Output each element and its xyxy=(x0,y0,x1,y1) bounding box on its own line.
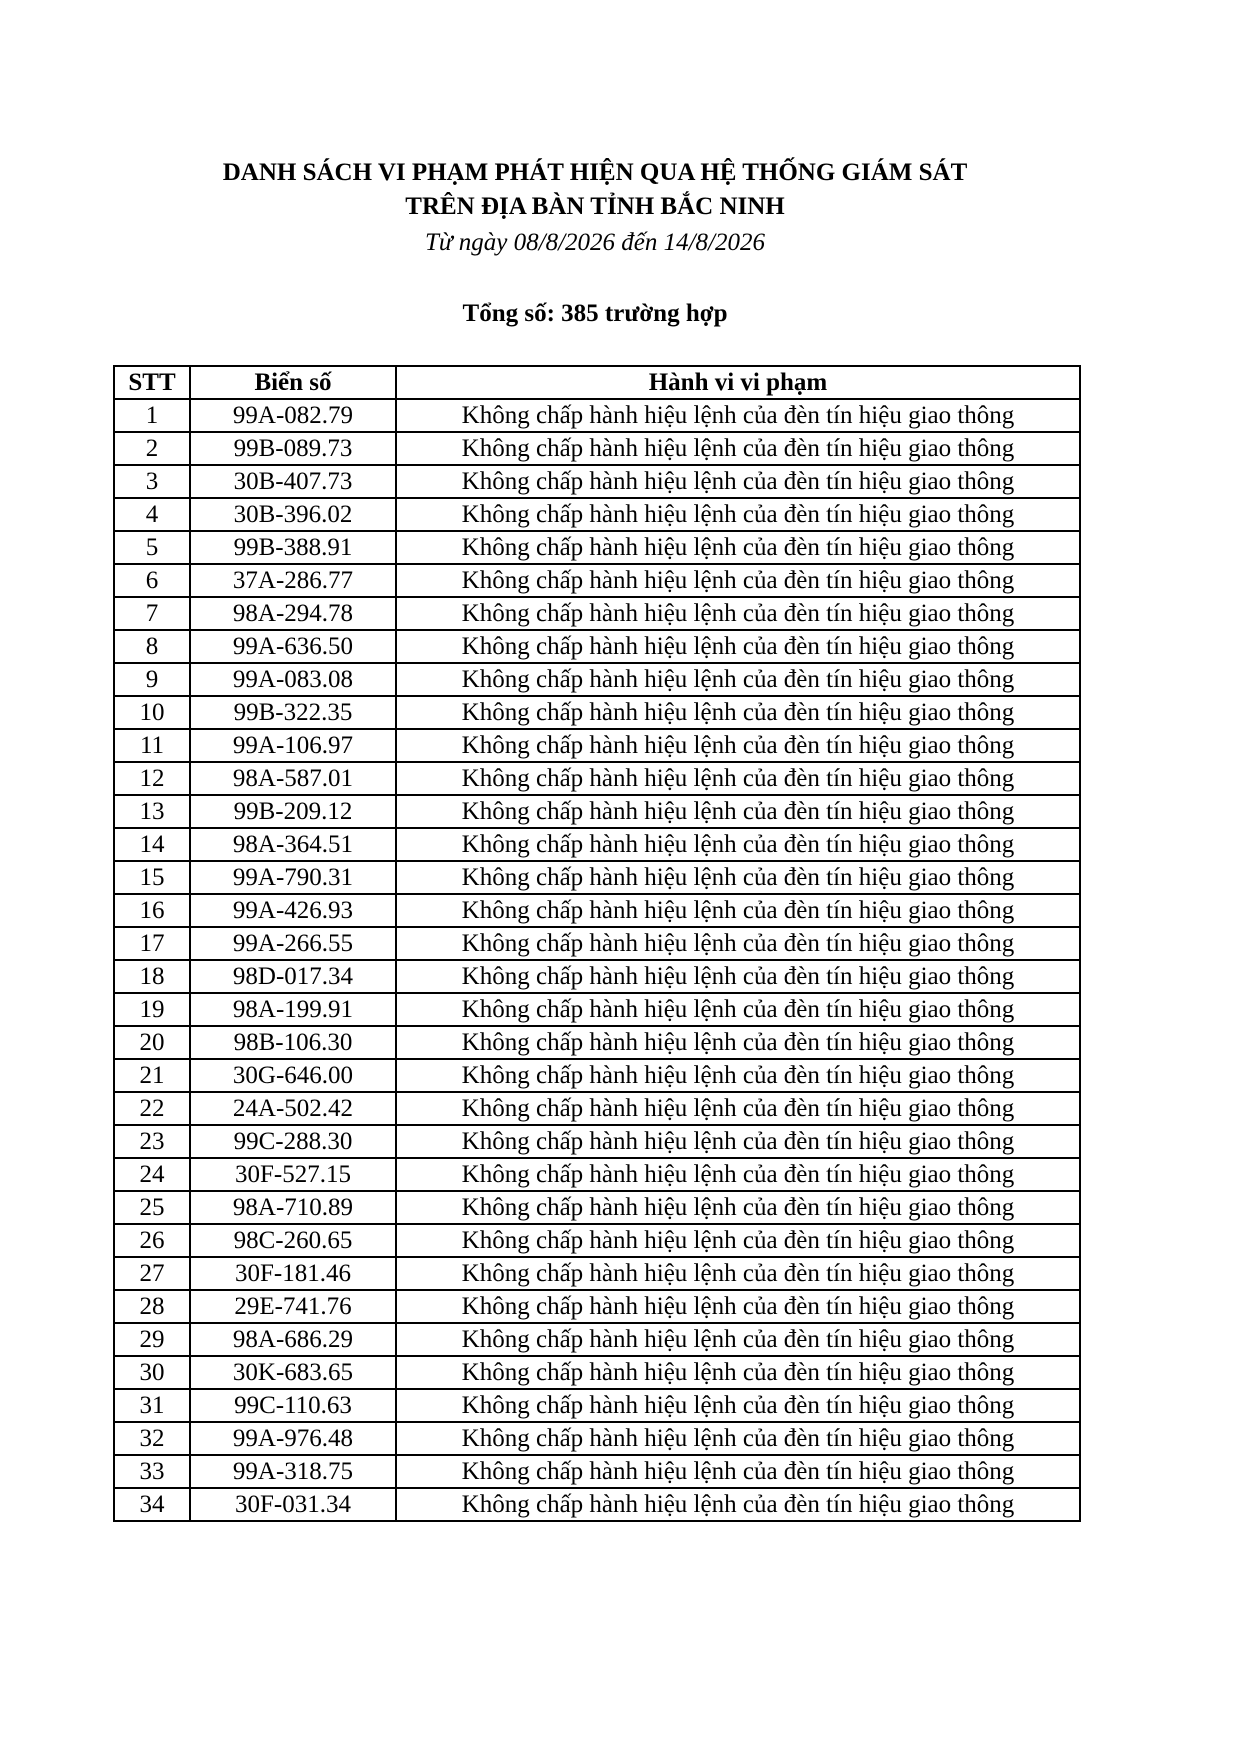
cell-violation: Không chấp hành hiệu lệnh của đèn tín hiệu giao thông xyxy=(396,630,1080,663)
cell-stt: 31 xyxy=(114,1389,190,1422)
cell-plate: 99A-426.93 xyxy=(190,894,396,927)
table-row xyxy=(114,828,1080,861)
table-row xyxy=(114,894,1080,927)
cell-plate: 98A-710.89 xyxy=(190,1191,396,1224)
cell-stt: 30 xyxy=(114,1356,190,1389)
total-count: Tổng số: 385 trường hợp xyxy=(462,300,728,327)
cell-stt: 19 xyxy=(114,993,190,1026)
document-title-line2: TRÊN ĐỊA BÀN TỈNH BẮC NINH xyxy=(405,193,785,220)
header-violation: Hành vi vi phạm xyxy=(396,366,1080,399)
cell-stt: 4 xyxy=(114,498,190,531)
table-row xyxy=(114,432,1080,465)
cell-stt: 2 xyxy=(114,432,190,465)
cell-violation: Không chấp hành hiệu lệnh của đèn tín hiệu giao thông xyxy=(396,1191,1080,1224)
header-stt: STT xyxy=(114,366,190,399)
cell-violation: Không chấp hành hiệu lệnh của đèn tín hiệu giao thông xyxy=(396,1323,1080,1356)
cell-stt: 10 xyxy=(114,696,190,729)
cell-violation: Không chấp hành hiệu lệnh của đèn tín hiệu giao thông xyxy=(396,663,1080,696)
cell-stt: 6 xyxy=(114,564,190,597)
cell-violation: Không chấp hành hiệu lệnh của đèn tín hiệu giao thông xyxy=(396,531,1080,564)
table-row xyxy=(114,1224,1080,1257)
cell-plate: 30K-683.65 xyxy=(190,1356,396,1389)
cell-stt: 22 xyxy=(114,1092,190,1125)
table-row xyxy=(114,1257,1080,1290)
cell-plate: 30F-527.15 xyxy=(190,1158,396,1191)
cell-plate: 99A-790.31 xyxy=(190,861,396,894)
cell-violation: Không chấp hành hiệu lệnh của đèn tín hiệu giao thông xyxy=(396,696,1080,729)
cell-violation: Không chấp hành hiệu lệnh của đèn tín hiệu giao thông xyxy=(396,564,1080,597)
cell-plate: 30F-181.46 xyxy=(190,1257,396,1290)
table-row xyxy=(114,762,1080,795)
cell-stt: 23 xyxy=(114,1125,190,1158)
cell-violation: Không chấp hành hiệu lệnh của đèn tín hiệu giao thông xyxy=(396,1422,1080,1455)
violations-table xyxy=(113,365,1081,1522)
table-header-row xyxy=(114,366,1080,399)
table-row xyxy=(114,630,1080,663)
table-row xyxy=(114,696,1080,729)
table-row xyxy=(114,399,1080,432)
cell-plate: 30B-396.02 xyxy=(190,498,396,531)
table-row xyxy=(114,1356,1080,1389)
table-row xyxy=(114,597,1080,630)
cell-plate: 99A-266.55 xyxy=(190,927,396,960)
cell-plate: 99B-209.12 xyxy=(190,795,396,828)
cell-violation: Không chấp hành hiệu lệnh của đèn tín hiệu giao thông xyxy=(396,1455,1080,1488)
cell-stt: 12 xyxy=(114,762,190,795)
table-row xyxy=(114,1059,1080,1092)
cell-stt: 16 xyxy=(114,894,190,927)
cell-plate: 99A-976.48 xyxy=(190,1422,396,1455)
cell-stt: 9 xyxy=(114,663,190,696)
cell-plate: 98A-686.29 xyxy=(190,1323,396,1356)
cell-violation: Không chấp hành hiệu lệnh của đèn tín hiệu giao thông xyxy=(396,1356,1080,1389)
table-row xyxy=(114,927,1080,960)
cell-plate: 99B-388.91 xyxy=(190,531,396,564)
cell-stt: 25 xyxy=(114,1191,190,1224)
header-plate: Biển số xyxy=(190,366,396,399)
cell-plate: 30F-031.34 xyxy=(190,1488,396,1521)
cell-violation: Không chấp hành hiệu lệnh của đèn tín hiệu giao thông xyxy=(396,762,1080,795)
cell-plate: 99A-083.08 xyxy=(190,663,396,696)
cell-plate: 99A-318.75 xyxy=(190,1455,396,1488)
table-row xyxy=(114,1455,1080,1488)
table-row xyxy=(114,1290,1080,1323)
cell-stt: 7 xyxy=(114,597,190,630)
cell-violation: Không chấp hành hiệu lệnh của đèn tín hiệu giao thông xyxy=(396,597,1080,630)
table-row xyxy=(114,1422,1080,1455)
table-row xyxy=(114,993,1080,1026)
cell-violation: Không chấp hành hiệu lệnh của đèn tín hiệu giao thông xyxy=(396,432,1080,465)
cell-stt: 20 xyxy=(114,1026,190,1059)
table-row xyxy=(114,1323,1080,1356)
table-row xyxy=(114,1488,1080,1521)
cell-violation: Không chấp hành hiệu lệnh của đèn tín hiệu giao thông xyxy=(396,1257,1080,1290)
cell-violation: Không chấp hành hiệu lệnh của đèn tín hiệu giao thông xyxy=(396,1290,1080,1323)
cell-plate: 99A-636.50 xyxy=(190,630,396,663)
cell-stt: 29 xyxy=(114,1323,190,1356)
table-row xyxy=(114,498,1080,531)
cell-violation: Không chấp hành hiệu lệnh của đèn tín hiệu giao thông xyxy=(396,498,1080,531)
table-row xyxy=(114,1191,1080,1224)
cell-plate: 98B-106.30 xyxy=(190,1026,396,1059)
cell-stt: 34 xyxy=(114,1488,190,1521)
cell-stt: 32 xyxy=(114,1422,190,1455)
cell-stt: 8 xyxy=(114,630,190,663)
cell-plate: 98C-260.65 xyxy=(190,1224,396,1257)
cell-stt: 17 xyxy=(114,927,190,960)
cell-plate: 98A-294.78 xyxy=(190,597,396,630)
table-body xyxy=(114,399,1080,1521)
cell-stt: 33 xyxy=(114,1455,190,1488)
cell-violation: Không chấp hành hiệu lệnh của đèn tín hiệu giao thông xyxy=(396,1026,1080,1059)
cell-violation: Không chấp hành hiệu lệnh của đèn tín hiệu giao thông xyxy=(396,828,1080,861)
cell-violation: Không chấp hành hiệu lệnh của đèn tín hiệu giao thông xyxy=(396,1059,1080,1092)
table-row xyxy=(114,861,1080,894)
cell-violation: Không chấp hành hiệu lệnh của đèn tín hiệu giao thông xyxy=(396,861,1080,894)
cell-stt: 11 xyxy=(114,729,190,762)
cell-plate: 99C-110.63 xyxy=(190,1389,396,1422)
cell-stt: 21 xyxy=(114,1059,190,1092)
table-row xyxy=(114,960,1080,993)
cell-stt: 3 xyxy=(114,465,190,498)
cell-violation: Không chấp hành hiệu lệnh của đèn tín hiệu giao thông xyxy=(396,399,1080,432)
cell-plate: 30B-407.73 xyxy=(190,465,396,498)
cell-violation: Không chấp hành hiệu lệnh của đèn tín hiệu giao thông xyxy=(396,1125,1080,1158)
cell-plate: 98A-364.51 xyxy=(190,828,396,861)
cell-violation: Không chấp hành hiệu lệnh của đèn tín hiệu giao thông xyxy=(396,993,1080,1026)
table-row xyxy=(114,465,1080,498)
table-row xyxy=(114,1158,1080,1191)
cell-plate: 99B-089.73 xyxy=(190,432,396,465)
table-row xyxy=(114,1389,1080,1422)
cell-violation: Không chấp hành hiệu lệnh của đèn tín hiệu giao thông xyxy=(396,1488,1080,1521)
cell-plate: 37A-286.77 xyxy=(190,564,396,597)
cell-violation: Không chấp hành hiệu lệnh của đèn tín hiệu giao thông xyxy=(396,1389,1080,1422)
cell-violation: Không chấp hành hiệu lệnh của đèn tín hiệu giao thông xyxy=(396,729,1080,762)
table-row xyxy=(114,1092,1080,1125)
cell-stt: 24 xyxy=(114,1158,190,1191)
table-row xyxy=(114,795,1080,828)
cell-violation: Không chấp hành hiệu lệnh của đèn tín hiệu giao thông xyxy=(396,1092,1080,1125)
table-row xyxy=(114,531,1080,564)
cell-stt: 15 xyxy=(114,861,190,894)
table-row xyxy=(114,564,1080,597)
date-range: Từ ngày 08/8/2026 đến 14/8/2026 xyxy=(424,229,765,256)
cell-violation: Không chấp hành hiệu lệnh của đèn tín hiệu giao thông xyxy=(396,1224,1080,1257)
cell-stt: 27 xyxy=(114,1257,190,1290)
cell-stt: 18 xyxy=(114,960,190,993)
cell-stt: 5 xyxy=(114,531,190,564)
cell-stt: 13 xyxy=(114,795,190,828)
cell-stt: 26 xyxy=(114,1224,190,1257)
cell-plate: 30G-646.00 xyxy=(190,1059,396,1092)
cell-violation: Không chấp hành hiệu lệnh của đèn tín hiệu giao thông xyxy=(396,795,1080,828)
cell-plate: 98A-199.91 xyxy=(190,993,396,1026)
table-row xyxy=(114,1125,1080,1158)
table-row xyxy=(114,729,1080,762)
document-title-line1: DANH SÁCH VI PHẠM PHÁT HIỆN QUA HỆ THỐNG GIÁM SÁT xyxy=(222,159,968,186)
cell-violation: Không chấp hành hiệu lệnh của đèn tín hiệu giao thông xyxy=(396,960,1080,993)
cell-stt: 1 xyxy=(114,399,190,432)
cell-violation: Không chấp hành hiệu lệnh của đèn tín hiệu giao thông xyxy=(396,894,1080,927)
cell-plate: 99B-322.35 xyxy=(190,696,396,729)
table-row xyxy=(114,663,1080,696)
cell-plate: 99C-288.30 xyxy=(190,1125,396,1158)
cell-violation: Không chấp hành hiệu lệnh của đèn tín hiệu giao thông xyxy=(396,465,1080,498)
cell-plate: 98A-587.01 xyxy=(190,762,396,795)
table-row xyxy=(114,1026,1080,1059)
cell-stt: 14 xyxy=(114,828,190,861)
cell-plate: 24A-502.42 xyxy=(190,1092,396,1125)
cell-plate: 99A-106.97 xyxy=(190,729,396,762)
cell-plate: 99A-082.79 xyxy=(190,399,396,432)
cell-plate: 98D-017.34 xyxy=(190,960,396,993)
cell-violation: Không chấp hành hiệu lệnh của đèn tín hiệu giao thông xyxy=(396,927,1080,960)
cell-plate: 29E-741.76 xyxy=(190,1290,396,1323)
cell-violation: Không chấp hành hiệu lệnh của đèn tín hiệu giao thông xyxy=(396,1158,1080,1191)
cell-stt: 28 xyxy=(114,1290,190,1323)
